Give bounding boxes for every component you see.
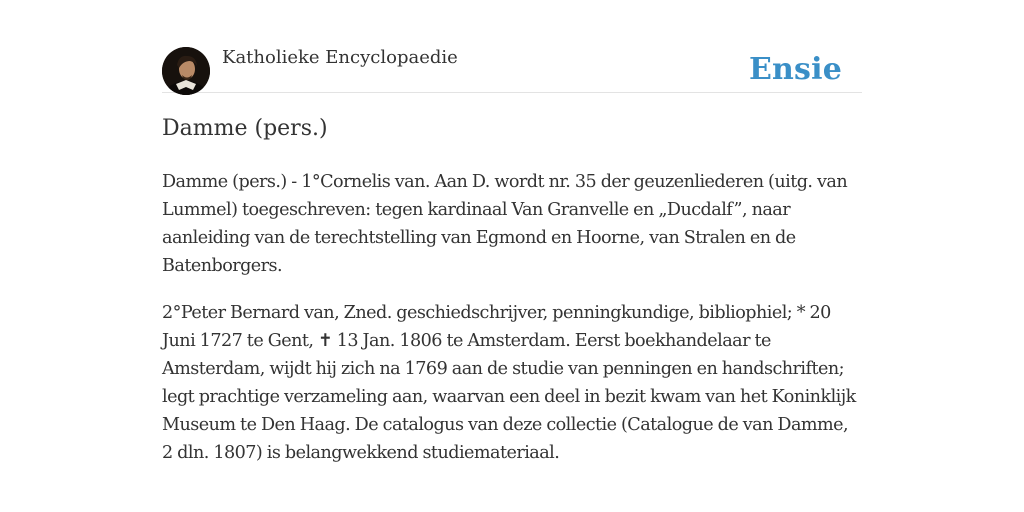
source-title[interactable]: Katholieke Encyclopaedie bbox=[222, 47, 458, 68]
page-title: Damme (pers.) bbox=[162, 116, 328, 141]
entry-content bbox=[162, 168, 862, 486]
entry-paragraph: Damme (pers.) - 1°Cornelis van. Aan D. wordt nr. 35 der geuzenliederen (uitg. van Lummel) toegeschreven: tegen kardinaal Van Granvelle en „Ducdalf”, naar aanleiding van de terechtstelling van Egmond en Hoorne, van Stralen en de Batenborgers. bbox=[162, 172, 848, 276]
portrait-avatar-icon[interactable] bbox=[162, 47, 210, 95]
entry-paragraph: 2°Peter Bernard van, Zned. geschiedschrijver, penningkundige, bibliophiel; * 20 Juni 1727 te Gent, ✝ 13 Jan. 1806 te Amsterdam. Eerst boekhandelaar te Amsterdam, wijdt hij zich na 1769 aan de studie van penningen en handschriften; legt prachtige verzameling aan, waarvan een deel in bezit kwam van het Koninklijk Museum te Den Haag. De catalogus van deze collectie (Catalogue de van Damme, 2 dln. 1807) is belangwekkend studiemateriaal. bbox=[162, 303, 856, 463]
brand-logo[interactable]: Ensie bbox=[748, 52, 842, 87]
header bbox=[162, 44, 862, 93]
